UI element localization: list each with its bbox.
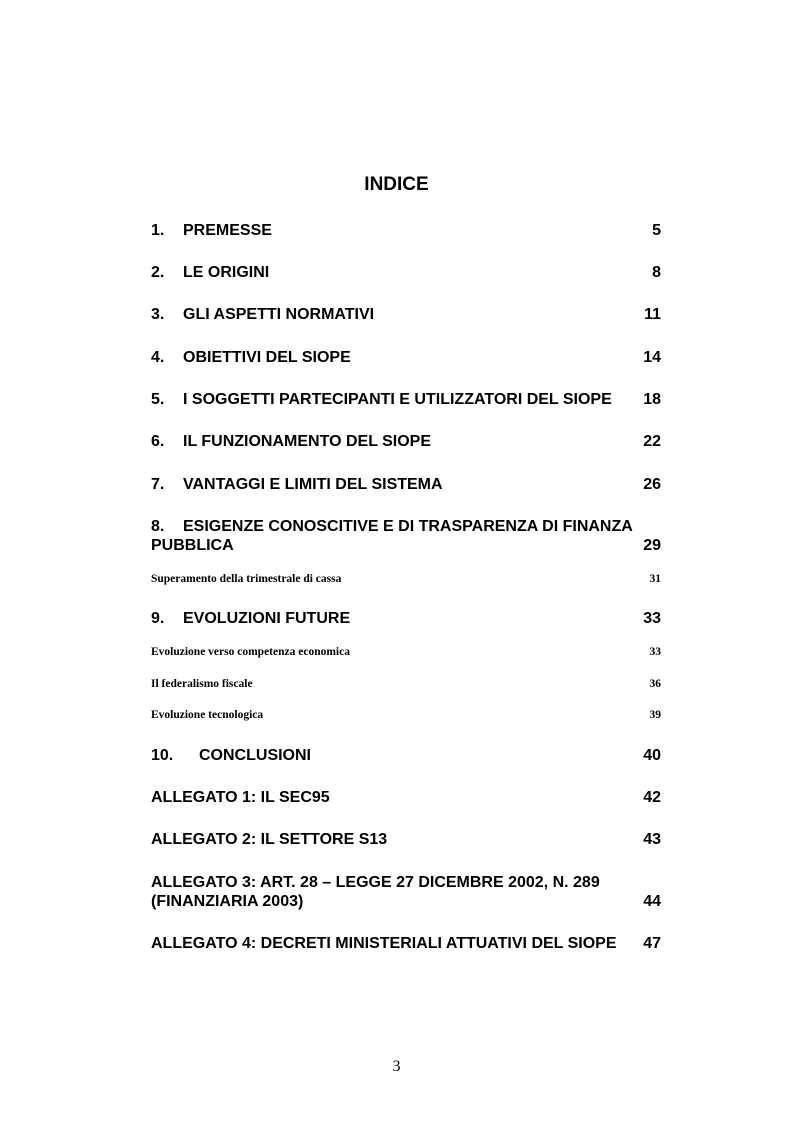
toc-entry-page: 11: [644, 306, 661, 323]
toc-entry-page: 44: [643, 893, 661, 910]
toc-entry-number: 10.: [151, 747, 174, 764]
toc-entry-title: ESIGENZE CONOSCITIVE E DI TRASPARENZA DI FINANZA: [183, 518, 633, 535]
toc-subentry-page: 31: [649, 573, 661, 585]
toc-entry-title: GLI ASPETTI NORMATIVI: [183, 306, 375, 323]
toc-entry-esigenze[interactable]: [151, 517, 661, 555]
toc-entry-page: 18: [643, 391, 661, 408]
toc-entry-page: 8: [652, 264, 661, 281]
toc-subentry-page: 36: [649, 678, 661, 690]
toc-subentry-title: Superamento della trimestrale di cassa: [151, 573, 342, 585]
toc-entry-title: ALLEGATO 3: ART. 28 – LEGGE 27 DICEMBRE 2002, N. 289: [151, 874, 600, 891]
toc-subentry-page: 33: [649, 646, 661, 658]
toc-entry-title-continued: (FINANZIARIA 2003): [151, 893, 304, 910]
toc-entry-page: 14: [643, 349, 661, 366]
toc-entry-title: ALLEGATO 2: IL SETTORE S13: [151, 831, 388, 848]
toc-subentry-title: Il federalismo fiscale: [151, 678, 253, 690]
toc-subentry-title: Evoluzione tecnologica: [151, 709, 264, 721]
toc-entry-title: ALLEGATO 4: DECRETI MINISTERIALI ATTUATIVI DEL SIOPE: [151, 935, 617, 952]
toc-entry-number: 7.: [151, 476, 165, 493]
toc-entry-title: OBIETTIVI DEL SIOPE: [183, 349, 351, 366]
toc-entry-title: EVOLUZIONI FUTURE: [183, 610, 351, 627]
toc-entry-page: 5: [652, 222, 661, 239]
toc-entry-page: 43: [643, 831, 661, 848]
toc-entry-page: 42: [643, 789, 661, 806]
toc-entry-number: 8.: [151, 518, 165, 535]
toc-entry-title: LE ORIGINI: [183, 264, 270, 281]
toc-entry-title: IL FUNZIONAMENTO DEL SIOPE: [183, 433, 432, 450]
toc-entry-number: 3.: [151, 306, 165, 323]
toc-entry-number: 4.: [151, 349, 165, 366]
toc-entry-title: ALLEGATO 1: IL SEC95: [151, 789, 330, 806]
toc-entry-number: 2.: [151, 264, 165, 281]
page-title: INDICE: [364, 174, 429, 195]
toc-entry-number: 9.: [151, 610, 165, 627]
toc-entry-title: VANTAGGI E LIMITI DEL SISTEMA: [183, 476, 443, 493]
toc-entry-title: CONCLUSIONI: [199, 747, 311, 764]
toc-entry-title-continued: PUBBLICA: [151, 537, 234, 554]
toc-entry-page: 29: [643, 537, 661, 554]
toc-subentry-title: Evoluzione verso competenza economica: [151, 646, 350, 658]
toc-entry-page: 40: [643, 747, 661, 764]
toc-entry-page: 22: [643, 433, 661, 450]
toc-entry-number: 1.: [151, 222, 165, 239]
toc-entry-number: 5.: [151, 391, 165, 408]
toc-entry-page: 33: [643, 610, 661, 627]
page-number: 3: [392, 1058, 401, 1075]
toc-entry-number: 6.: [151, 433, 165, 450]
toc-entry-page: 26: [643, 476, 661, 493]
toc-entry-title: PREMESSE: [183, 222, 272, 239]
toc-entry-allegato-3[interactable]: [151, 873, 661, 911]
toc-subentry-page: 39: [649, 709, 661, 721]
toc-entry-title: I SOGGETTI PARTECIPANTI E UTILIZZATORI DEL SIOPE: [183, 391, 612, 408]
toc-entry-page: 47: [643, 935, 661, 952]
